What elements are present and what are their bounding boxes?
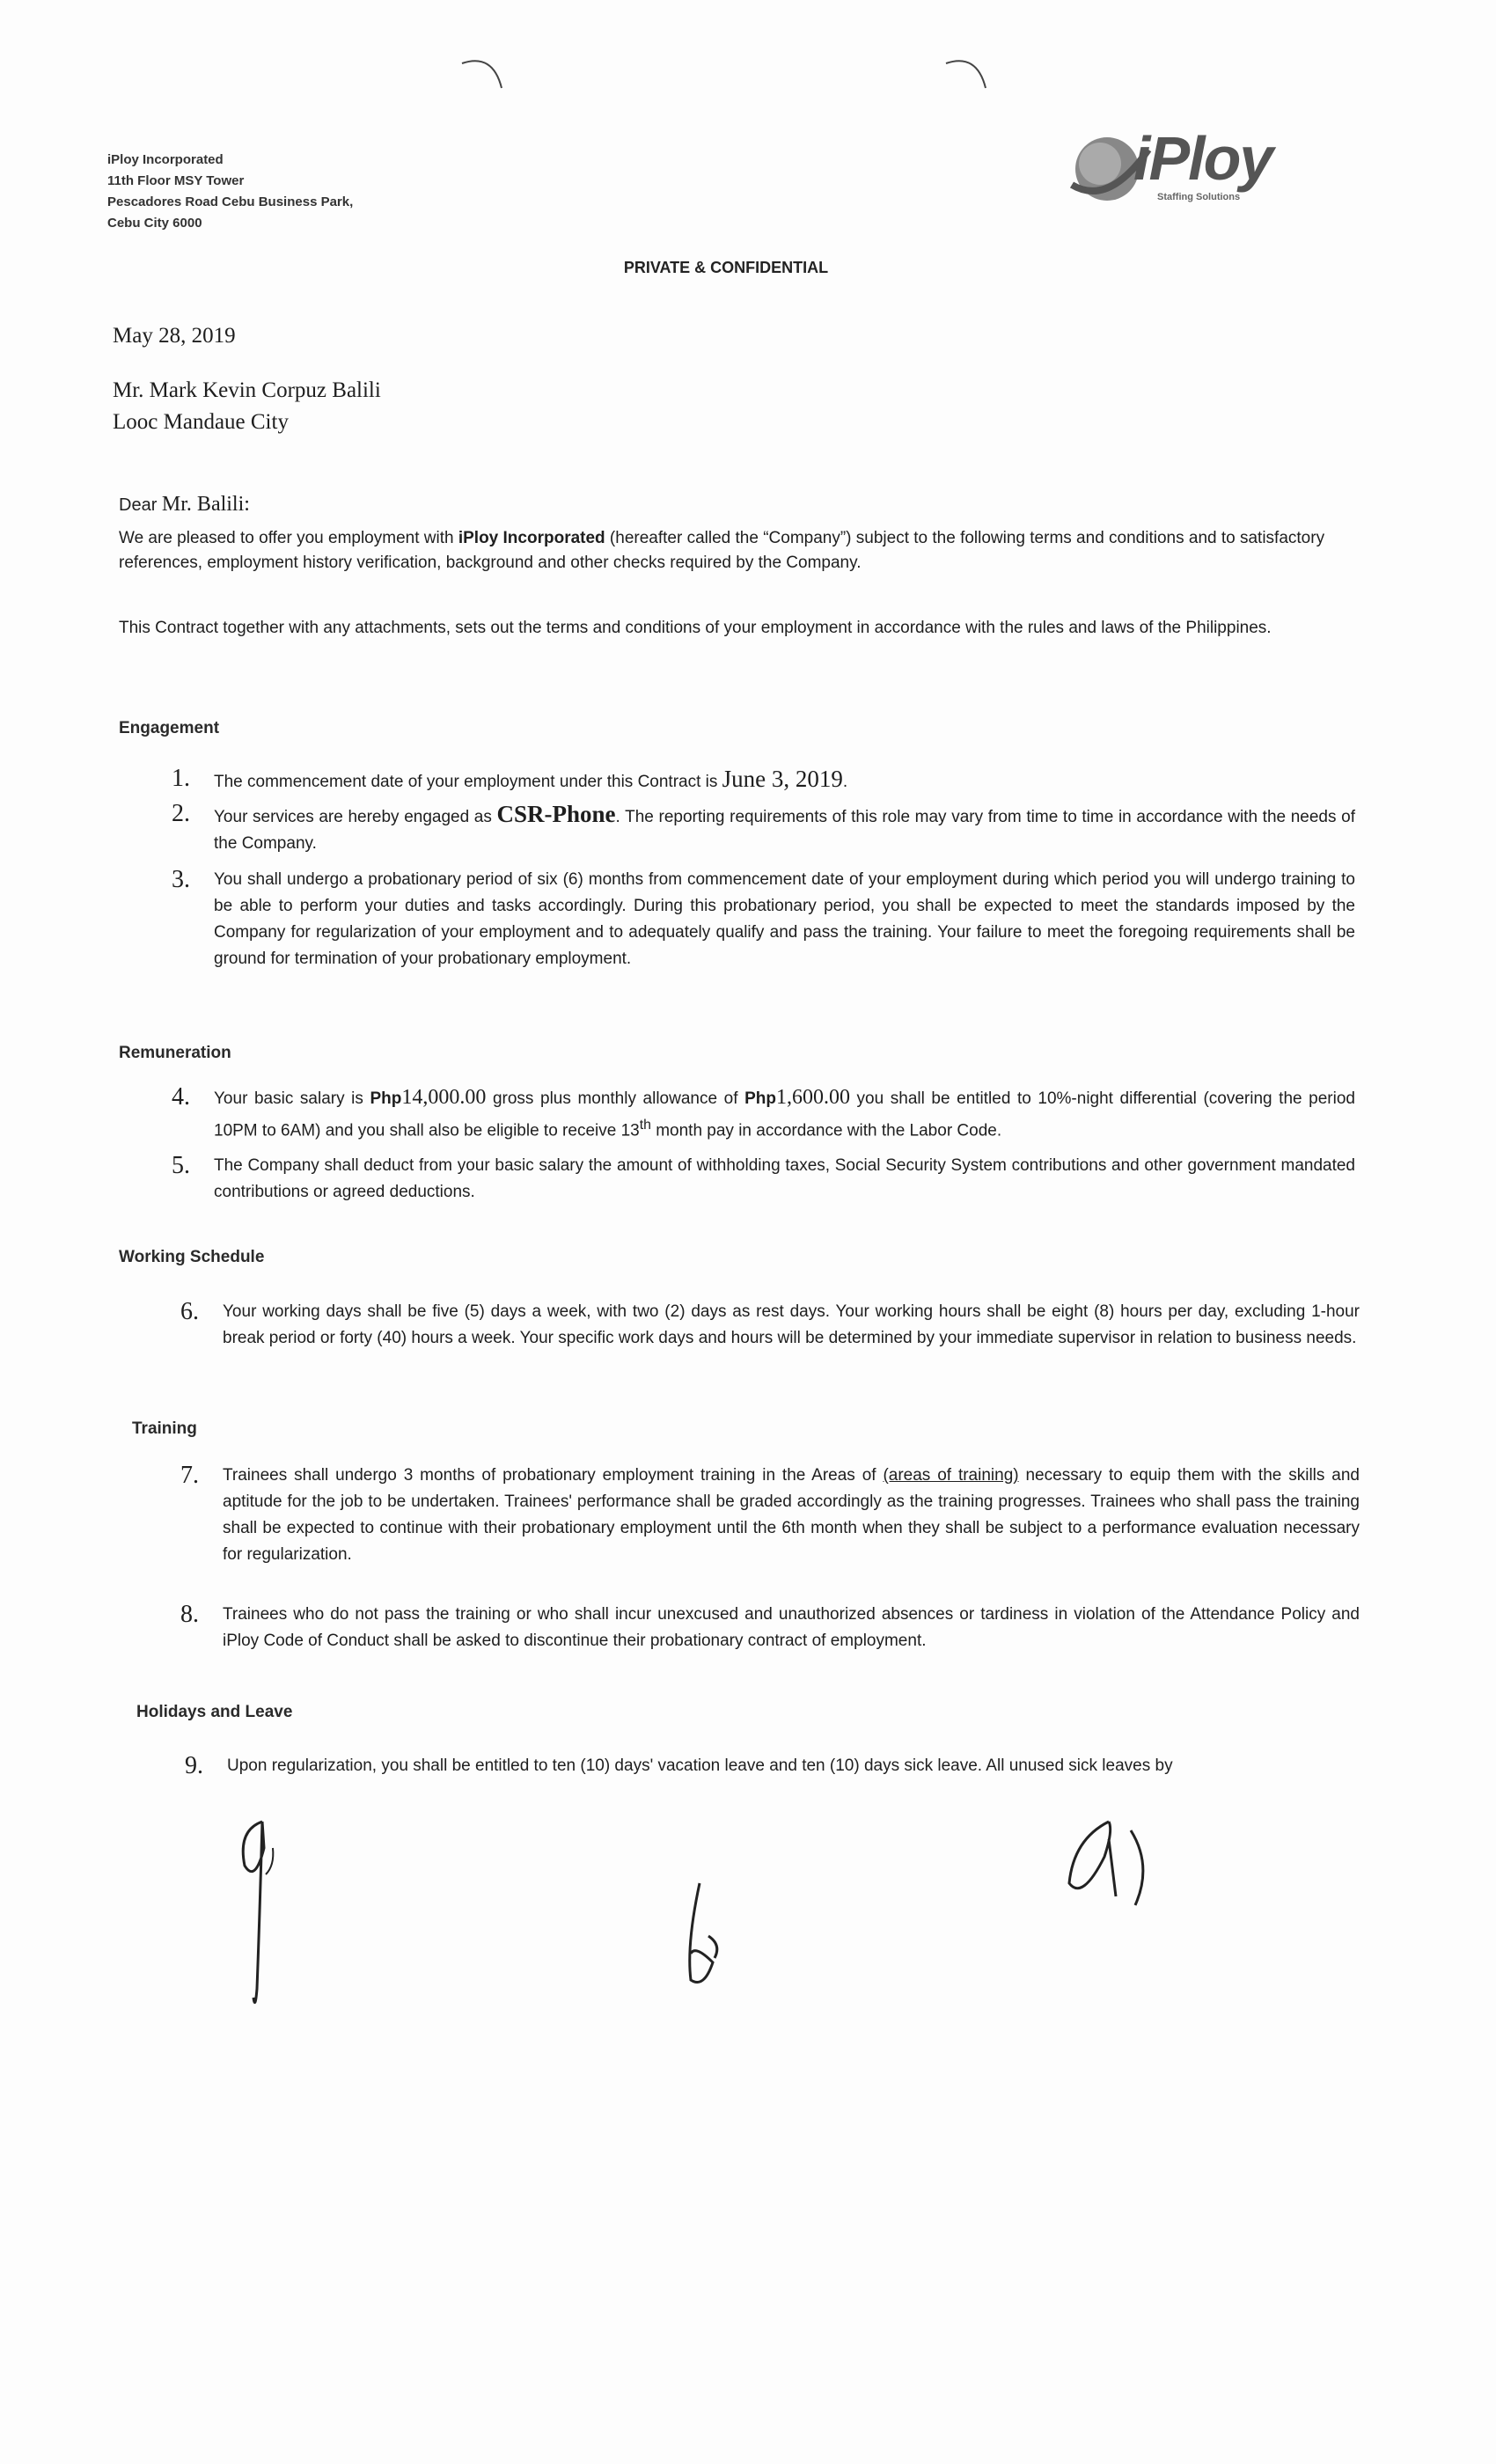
clause-number: 6. [180, 1298, 199, 1325]
clause-number: 4. [172, 1083, 190, 1111]
address-line: iPloy Incorporated [107, 152, 224, 167]
clause-number: 7. [180, 1462, 199, 1489]
clause-4: 4. Your basic salary is Php14,000.00 gross plus monthly allowance of Php1,600.00 you shall be entitled to 10%-night differential (covering the period 10PM to 6AM) and you shall also be eligible to receive 13th month pay in accordance with the Labor Code. [172, 1084, 1355, 1144]
clause-number: 2. [172, 800, 190, 827]
section-heading-engagement: Engagement [119, 719, 220, 737]
section-heading-holidays: Holidays and Leave [136, 1703, 293, 1721]
clause-6: 6. Your working days shall be five (5) days a week, with two (2) days as rest days. Your working hours shall be eight (8) hours per day, excluding 1-hour break period or forty (40) hours a week. Your specific work days and hours will be determined by your immediate supervisor in relation to business needs. [180, 1299, 1360, 1352]
salutation-prefix: Dear [119, 495, 158, 515]
letter-date: May 28, 2019 [113, 324, 236, 348]
clause-number: 9. [185, 1752, 203, 1779]
intro-paragraph-1: We are pleased to offer you employment with iPloy Incorporated (hereafter called the “Company”) subject to the following terms and conditions and to satisfactory references, employment history verification, background and other checks required by the Company. [119, 529, 1325, 572]
clause-7: 7. Trainees shall undergo 3 months of probationary employment training in the Areas of (areas of training) necessary to equip them with the skills and aptitude for the job to be undertaken. Trainees' performance shall be graded accordingly as the training progresses. Trainees who shall pass the training shall be expected to continue with their probationary employment until the 6th month when they shall be subject to a performance evaluation necessary for regularization. [180, 1463, 1360, 1568]
address-line: Pescadores Road Cebu Business Park, [107, 194, 354, 209]
clause-number: 3. [172, 866, 190, 893]
iploy-logo [1065, 123, 1311, 211]
confidential-label: PRIVATE & CONFIDENTIAL [623, 259, 829, 276]
job-role: CSR-Phone [496, 801, 616, 827]
clause-1: 1. The commencement date of your employment under this Contract is June 3, 2019. [172, 766, 1355, 796]
basic-salary: 14,000.00 [401, 1086, 487, 1109]
clause-number: 8. [180, 1601, 199, 1628]
clause-2: 2. Your services are hereby engaged as CSR-Phone. The reporting requirements of this role may vary from time to time in accordance with the needs of the Company. [172, 801, 1355, 857]
clause-number: 1. [172, 765, 190, 792]
clause-3: 3. You shall undergo a probationary period of six (6) months from commencement date of your employment during which period you will undergo training to be able to perform your duties and tasks accordingly. During this probationary period, you shall be expected to meet the standards imposed by the Company for regularization of your employment and to adequately qualify and pass the training. Your failure to meet the foregoing requirements shall be ground for termination of your probationary employment. [172, 867, 1355, 972]
training-areas: (areas of training) [883, 1466, 1019, 1485]
section-heading-remuneration: Remuneration [119, 1044, 231, 1062]
clause-5: 5. The Company shall deduct from your basic salary the amount of withholding taxes, Social Security System contributions and other government mandated contributions or agreed deductions. [172, 1153, 1355, 1206]
punch-mark [458, 53, 510, 97]
logo-tagline: Staffing Solutions [1157, 192, 1241, 202]
recipient [113, 375, 381, 438]
address-line: Cebu City 6000 [107, 216, 202, 231]
salutation [119, 493, 250, 517]
punch-mark [942, 53, 994, 97]
clause-9: 9. Upon regularization, you shall be entitled to ten (10) days' vacation leave and ten (10) days sick leave. All unused sick leaves by [185, 1752, 1173, 1779]
clause-number: 5. [172, 1152, 190, 1179]
logo-text: iPloy [1133, 124, 1272, 193]
section-heading-training: Training [132, 1419, 197, 1438]
signature-initials [176, 1813, 1232, 2015]
intro-paragraph-2: This Contract together with any attachments, sets out the terms and conditions of your employment in accordance with the rules and laws of the Philippines. [119, 619, 1272, 637]
address-line: 11th Floor MSY Tower [107, 173, 245, 188]
commencement-date: June 3, 2019 [722, 766, 843, 792]
clause-8: 8. Trainees who do not pass the training or who shall incur unexcused and unauthorized absences or tardiness in violation of the Attendance Policy and iPloy Code of Conduct shall be asked to discontinue their probationary contract of employment. [180, 1602, 1360, 1654]
section-heading-working-schedule: Working Schedule [119, 1248, 265, 1266]
salutation-name: Mr. Balili: [161, 493, 250, 516]
recipient-city: Looc Mandaue City [113, 410, 289, 434]
monthly-allowance: 1,600.00 [775, 1086, 850, 1109]
company-name: iPloy Incorporated [458, 529, 605, 547]
recipient-name: Mr. Mark Kevin Corpuz Balili [113, 378, 381, 402]
company-address [107, 150, 353, 234]
